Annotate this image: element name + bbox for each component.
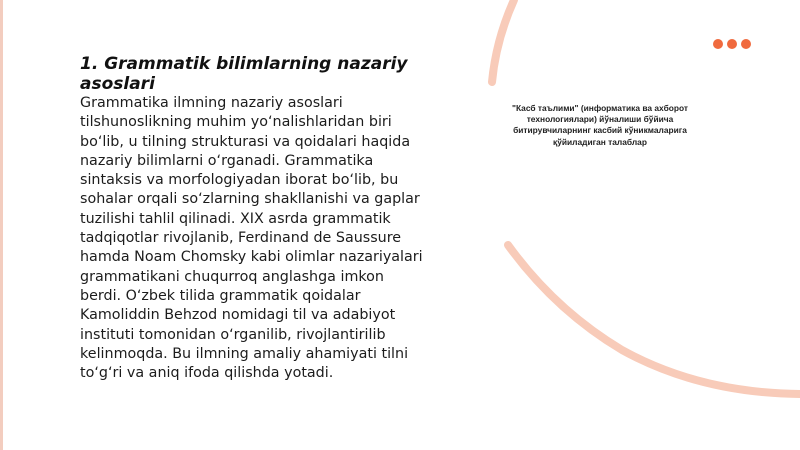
slide-title: 1. Grammatik bilimlarning nazariy asoslari [80,54,408,94]
upper-arc [492,0,514,82]
dots-icon [713,39,751,49]
slide-body-text: Grammatika ilmning nazariy asoslari tilshunoslikning muhim yo‘nalishlaridan biri bo‘lib, u tilning strukturasi va qoidalari haqida nazariy bilimlarni o‘rganadi. Grammatika sintaksis va morfologiyadan iborat bo‘lib, bu sohalar orqali so‘zlarning shakllanishi va gaplar tuzilishi tahlil qilinadi. XIX asrda grammatik tadqiqotlar rivojlanib, Ferdinand de Saussure hamda Noam Chomsky kabi olimlar nazariyalari grammatikani chuqurroq anglashga imkon berdi. O‘zbek tilida grammatik qoidalar Kamoliddin Behzod nomidagi til va adabiyot instituti tomonidan o‘rganilib, rivojlantirilib kelinmoqda. Bu ilmning amaliy ahamiyati tilni to‘g‘ri va aniq ifoda qilishda yotadi. [80,95,423,382]
dot [713,39,723,49]
lower-arc [508,245,800,394]
dot [741,39,751,49]
dot [727,39,737,49]
side-caption: "Касб таълими" (информатика ва ахборот технологиялари) йўналиши бўйича битирувчиларнинг касбий кўникмаларига қўйиладиган талаблар [511,103,688,147]
